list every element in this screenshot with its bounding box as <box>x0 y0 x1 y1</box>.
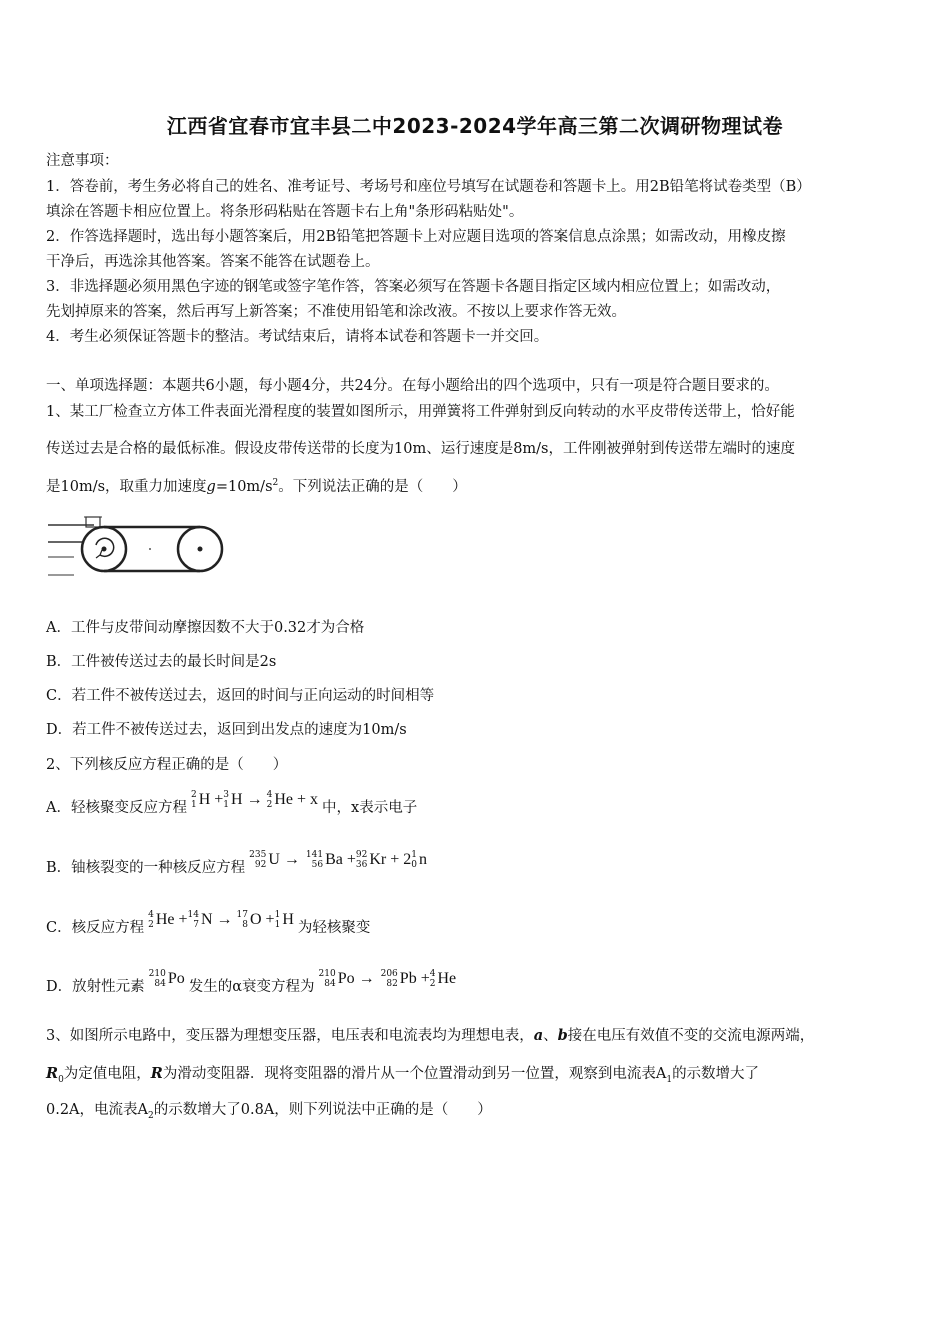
notice-line-2: 填涂在答题卡相应位置上。将条形码粘贴在答题卡右上角"条形码粘贴处"。 <box>46 204 524 220</box>
notice-line-6: 先划掉原来的答案，然后再写上新答案；不准使用铅笔和涂改液。不按以上要求作答无效。 <box>46 304 626 320</box>
notice-line-4: 干净后，再选涂其他答案。答案不能答在试题卷上。 <box>46 254 380 270</box>
q1-stem-line-1: 1、某工厂检查立方体工件表面光滑程度的装置如图所示，用弹簧将工件弹射到反向转动的水平皮带传送带上，恰好能 <box>46 404 795 420</box>
q2-option-a: A．轻核聚变反应方程 2 1 H + 3 1 H → 4 2 He + x 中，x表示电子 <box>46 790 418 816</box>
q1-stem-line-2: 传送过去是合格的最低标准。假设皮带传送带的长度为10m、运行速度是8m/s，工件刚被弹射到传送带左端时的速度 <box>46 441 795 457</box>
q3-stem-line-2: $R_0$为定值电阻，R为滑动变阻器．现将变阻器的滑片从一个位置滑动到另一位置，观察到电流表$A_1$的示数增大了 <box>46 1065 760 1085</box>
q2-option-b: B．铀核裂变的一种核反应方程 235 92 U → 141 56 Ba + 92 36 Kr + 2 1 0 n <box>46 850 427 876</box>
section-heading: 一、单项选择题：本题共6小题，每小题4分，共24分。在每小题给出的四个选项中，只有一项是符合题目要求的。 <box>46 378 779 394</box>
q1-stem-line-3: 是10m/s，取重力加速度$g=10m/s^2$。下列说法正确的是（ ） <box>46 478 467 495</box>
q2-equation-d: 210 84 Po → 206 82 Pb + 4 2 He <box>318 969 457 989</box>
notice-heading: 注意事项： <box>46 153 119 169</box>
q2-stem: 2、下列核反应方程正确的是（ ） <box>46 757 288 773</box>
q1-option-d: D．若工件不被传送过去，返回到出发点的速度为10m/s <box>46 722 407 738</box>
q2-option-d: D．放射性元素 210 84 Po 发生的α衰变方程为 210 84 Po → 206 82 Pb + 4 2 He <box>46 969 457 995</box>
q2-option-c: C．核反应方程 4 2 He + 14 7 N → 17 8 O + 1 1 H 为轻核聚变 <box>46 910 371 936</box>
q3-stem-line-3: 0.2A，电流表$A_2$的示数增大了0.8A，则下列说法中正确的是（ ） <box>46 1102 492 1121</box>
notice-line-3: 2．作答选择题时，选出每小题答案后，用2B铅笔把答题卡上对应题目选项的答案信息点涂黑；如需改动，用橡皮擦 <box>46 229 786 245</box>
page-title: 江西省宜春市宜丰县二中2023-2024学年高三第二次调研物理试卷 <box>166 114 784 138</box>
q1-option-b: B．工件被传送过去的最长时间是2s <box>46 654 277 670</box>
q1-option-a: A．工件与皮带间动摩擦因数不大于0.32才为合格 <box>46 620 365 636</box>
q1-option-c: C．若工件不被传送过去，返回的时间与正向运动的时间相等 <box>46 688 435 704</box>
notice-line-7: 4．考生必须保证答题卡的整洁。考试结束后，请将本试卷和答题卡一并交回。 <box>46 329 549 345</box>
conveyor-figure <box>44 505 224 585</box>
q2-equation-a: 2 1 H + 3 1 H → 4 2 He + x <box>190 790 319 810</box>
q3-stem-line-1: 3、如图所示电路中，变压器为理想变压器，电压表和电流表均为理想电表，a、b接在电压有效值不变的交流电源两端， <box>46 1027 815 1044</box>
q2-equation-b: 235 92 U → 141 56 Ba + 92 36 Kr + 2 1 0 n <box>249 850 427 870</box>
q2-equation-c: 4 2 He + 14 7 N → 17 8 O + 1 1 H <box>148 910 294 930</box>
q2-equation-d-element: 210 84 Po <box>148 969 185 989</box>
notice-line-5: 3．非选择题必须用黑色字迹的钢笔或签字笔作答，答案必须写在答题卡各题目指定区域内相应位置上；如需改动， <box>46 279 781 295</box>
notice-line-1: 1．答卷前，考生务必将自己的姓名、准考证号、考场号和座位号填写在试题卷和答题卡上。用2B铅笔将试卷类型（B） <box>46 179 811 195</box>
